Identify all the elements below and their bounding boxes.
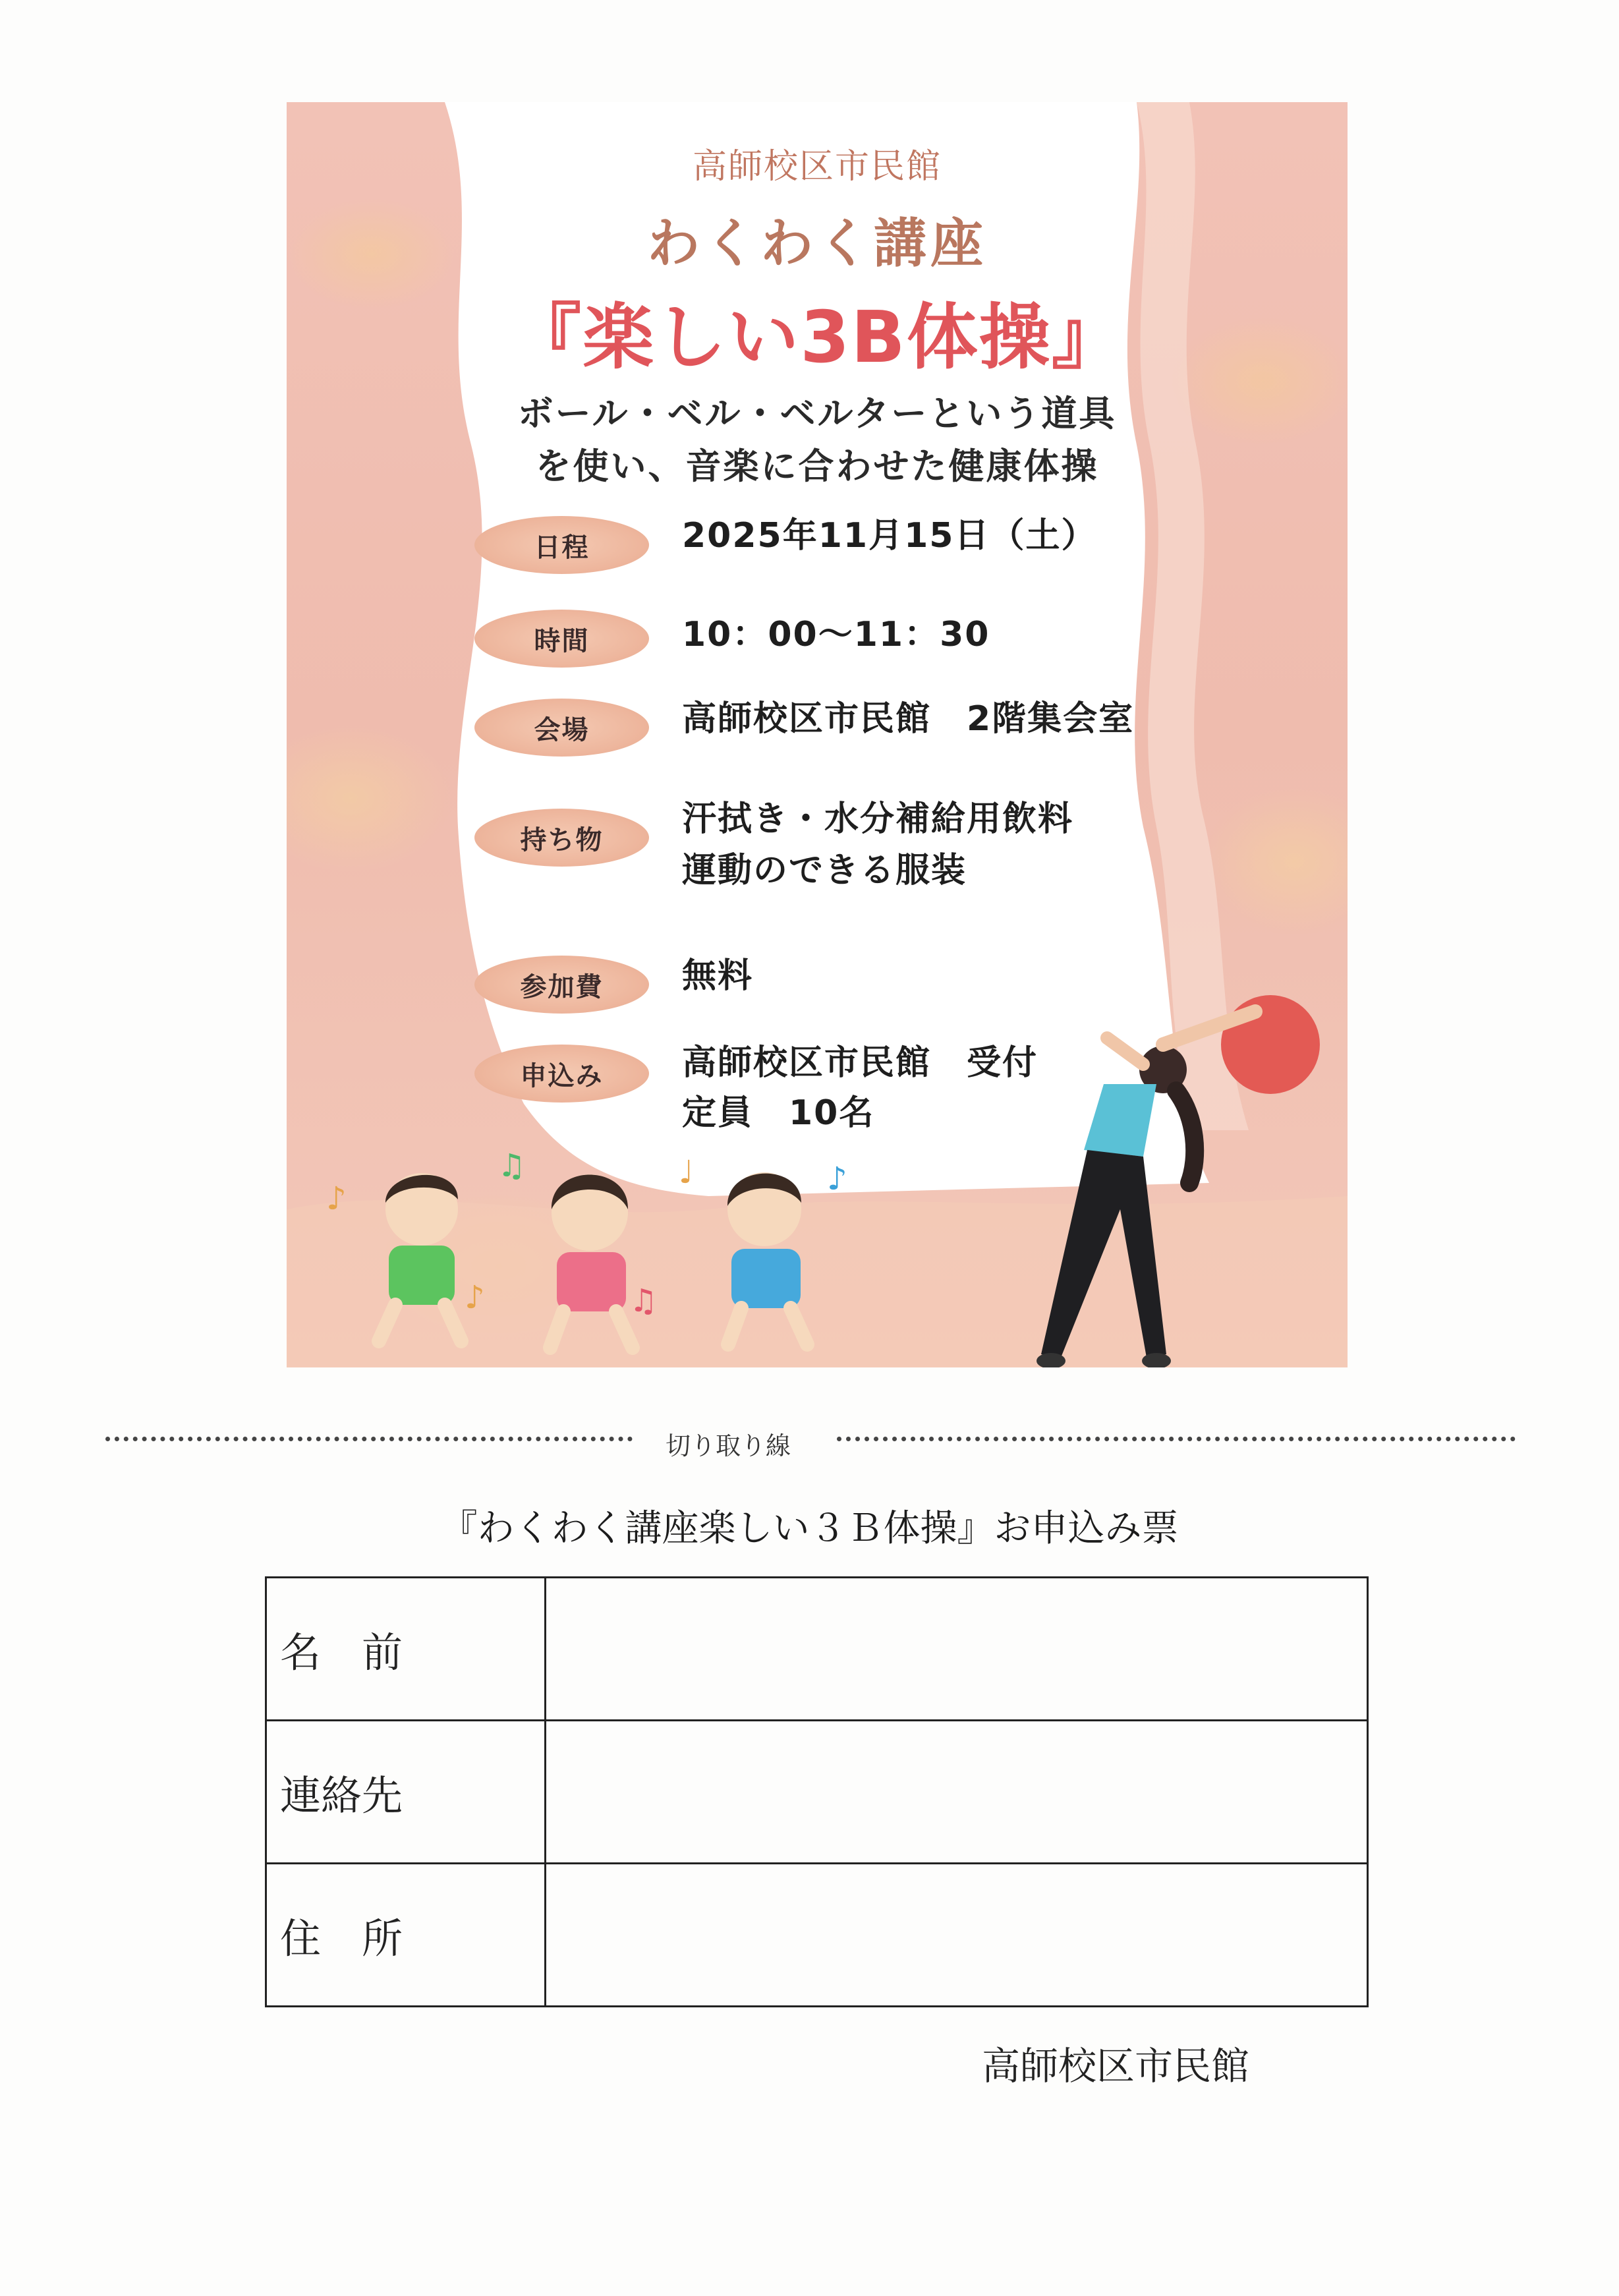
form-label-name: 名 前 (266, 1578, 546, 1721)
svg-text:♫: ♫ (497, 1147, 526, 1184)
form-field-contact[interactable] (546, 1721, 1368, 1864)
cut-line-dots-right (837, 1437, 1516, 1441)
form-title: 『わくわく講座楽しい３Ｂ体操』お申込み票 (440, 1507, 1179, 1550)
application-form-table (265, 1576, 1369, 2007)
venue-value: 高師校区市民館 2階集会室 (682, 699, 1135, 739)
form-label-address: 住 所 (266, 1864, 546, 2007)
svg-text:♪: ♪ (827, 1161, 847, 1197)
form-field-address[interactable] (546, 1864, 1368, 2007)
svg-text:♪: ♪ (465, 1279, 485, 1316)
date-value: 2025年11月15日（土） (682, 516, 1097, 556)
poster-description-line: ボール・ベル・ベルターという道具 (517, 393, 1117, 434)
belongings-label: 持ち物 (474, 809, 649, 867)
belongings-value-2: 運動のできる服装 (682, 851, 967, 890)
fee-value: 無料 (682, 956, 754, 996)
event-poster (287, 102, 1348, 1367)
form-field-name[interactable] (546, 1578, 1368, 1721)
venue-label: 会場 (474, 699, 649, 757)
organizer-name: 高師校区市民館 (982, 2044, 1250, 2088)
svg-text:♪: ♪ (326, 1180, 347, 1217)
form-row-address (266, 1864, 1368, 2007)
poster-course-name: わくわく講座 (647, 213, 987, 274)
time-label: 時間 (474, 610, 649, 668)
poster-title: 『楽しい3B体操』 (510, 297, 1124, 379)
date-label: 日程 (474, 516, 649, 574)
form-row-name (266, 1578, 1368, 1721)
form-row-contact (266, 1721, 1368, 1864)
application-value-2: 定員 10名 (682, 1093, 875, 1133)
fee-label: 参加費 (474, 956, 649, 1014)
form-label-contact: 連絡先 (266, 1721, 546, 1864)
cut-line-label: 切り取り線 (666, 1431, 791, 1460)
application-label: 申込み (474, 1045, 649, 1103)
poster-description-line: を使い、音楽に合わせた健康体操 (535, 445, 1099, 487)
svg-text:♩: ♩ (679, 1154, 694, 1191)
time-value: 10：00～11：30 (682, 615, 990, 654)
svg-text:♫: ♫ (629, 1282, 658, 1319)
cut-line (105, 1425, 1516, 1460)
poster-venue: 高師校区市民館 (692, 147, 942, 187)
exercise-ball (1221, 995, 1320, 1094)
cut-line-dots-left (105, 1437, 633, 1441)
application-value-1: 高師校区市民館 受付 (682, 1043, 1038, 1083)
belongings-value-1: 汗拭き・水分補給用飲料 (682, 799, 1074, 839)
